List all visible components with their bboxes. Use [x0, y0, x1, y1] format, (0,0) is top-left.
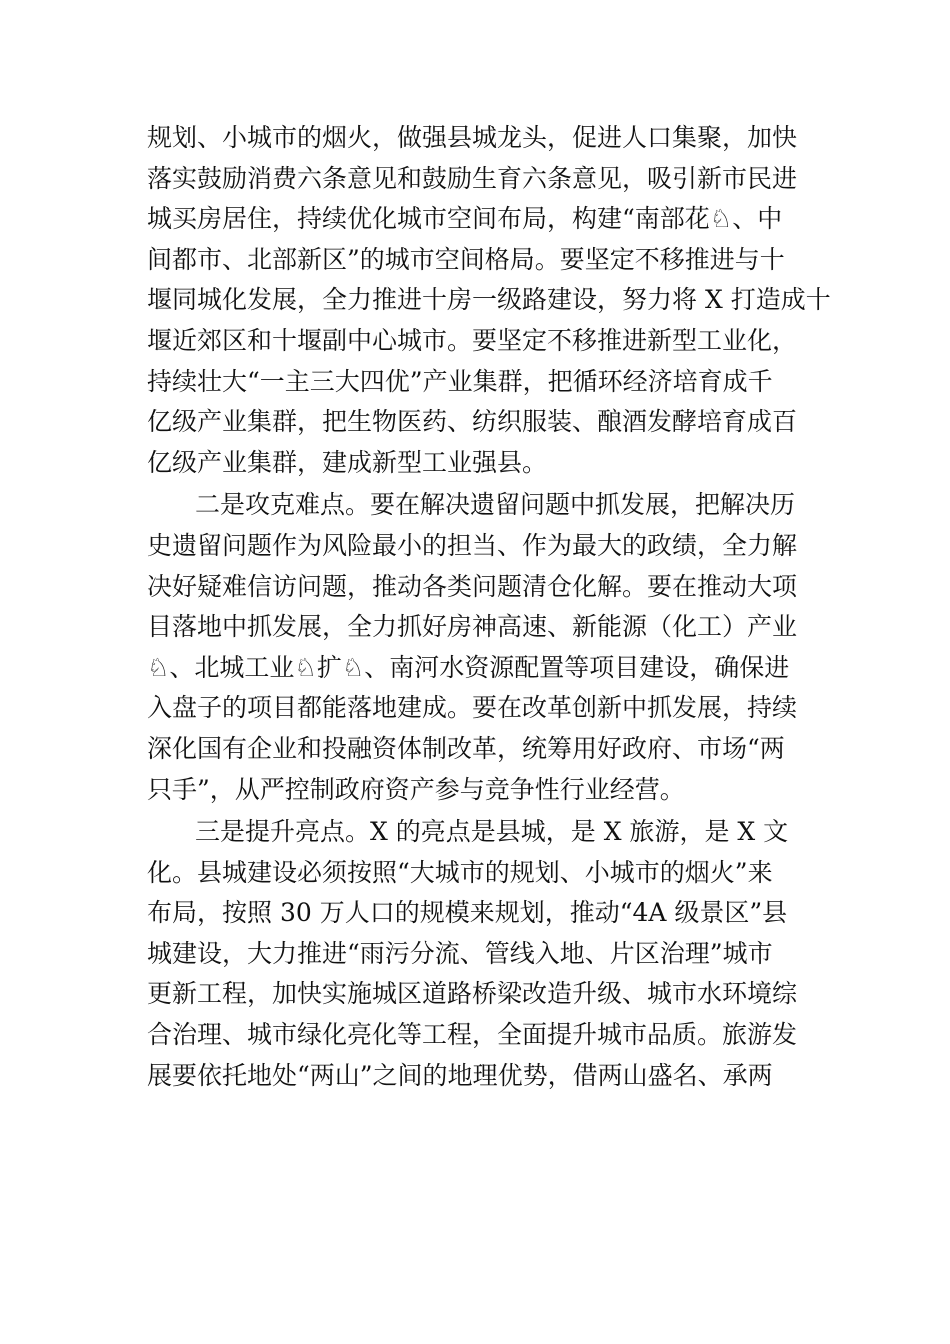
text-line: 堰同城化发展，全力推进十房一级路建设，努力将 X 打造成十: [147, 285, 831, 315]
text-line: 落实鼓励消费六条意见和鼓励生育六条意见，吸引新市民进: [147, 163, 798, 193]
text-line: 目落地中抓发展，全力抓好房神高速、新能源（化工）产业: [147, 612, 798, 642]
text-line: 布局，按照 30 万人口的规模来规划，推动“4A 级景区”县: [147, 898, 788, 928]
text-line: 城建设，大力推进“雨污分流、管线入地、片区治理”城市: [147, 938, 773, 968]
text-line: 合治理、城市绿化亮化等工程，全面提升城市品质。旅游发: [147, 1020, 798, 1050]
text-line: 决好疑难信访问题，推动各类问题清仓化解。要在推动大项: [147, 571, 798, 601]
text-line: ♘、北城工业♘扩♘、南河水资源配置等项目建设，确保进: [147, 652, 790, 682]
text-line: 规划、小城市的烟火，做强县城龙头，促进人口集聚，加快: [147, 123, 798, 152]
text-line: 只手”，从严控制政府资产参与竞争性行业经营。: [147, 774, 685, 804]
text-line: 持续壮大“一主三大四优”产业集群，把循环经济培育成千: [147, 366, 773, 396]
paragraph-3: [147, 812, 827, 1096]
text-line: 城买房居住，持续优化城市空间布局，构建“南部花♘、中: [147, 204, 783, 234]
text-line: 展要依托地处“两山”之间的地理优势，借两山盛名、承两: [147, 1060, 773, 1090]
document-body: [147, 118, 831, 1096]
text-line: 深化国有企业和投融资体制改革，统筹用好政府、市场“两: [147, 733, 785, 763]
text-line: 亿级产业集群，建成新型工业强县。: [147, 447, 548, 477]
text-line: 史遗留问题作为风险最小的担当、作为最大的政绩，全力解: [147, 530, 798, 560]
text-line: 二是攻克难点。要在解决遗留问题中抓发展，把解决历: [195, 490, 796, 520]
text-line: 三是提升亮点。X 的亮点是县城，是 X 旅游，是 X 文: [195, 817, 789, 847]
text-line: 间都市、北部新区”的城市空间格局。要坚定不移推进与十: [147, 244, 785, 274]
text-line: 亿级产业集群，把生物医药、纺织服装、酿酒发酵培育成百: [147, 407, 798, 437]
paragraph-1: [147, 118, 831, 483]
paragraph-2: [147, 485, 827, 810]
text-line: 化。县城建设必须按照“大城市的规划、小城市的烟火”来: [147, 857, 773, 887]
text-line: 入盘子的项目都能落地建成。要在改革创新中抓发展，持续: [147, 693, 798, 723]
text-line: 堰近郊区和十堰副中心城市。要坚定不移推进新型工业化，: [147, 325, 798, 355]
text-line: 更新工程，加快实施城区道路桥梁改造升级、城市水环境综: [147, 979, 798, 1009]
